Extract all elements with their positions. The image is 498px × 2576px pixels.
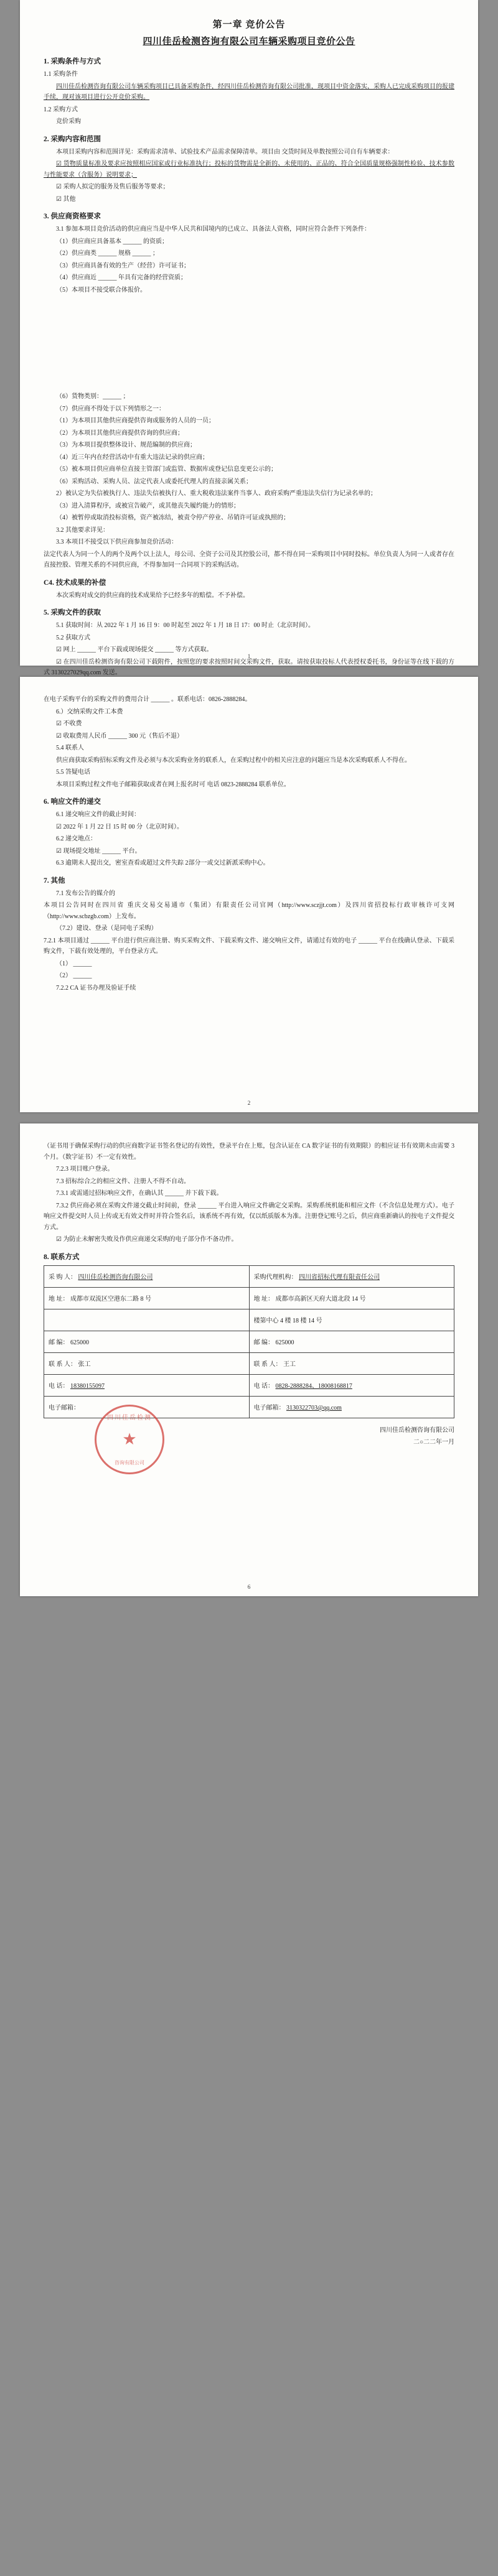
section-7-paragraph-2: 本项目公告同时在四川省 重庆交易交易通市（集团）有限责任公司官网（http://www.sczjjt.com）及四川省招投标行政审核许可支网（http://www.scbzgb.com）上发布。 xyxy=(44,902,454,920)
chapter-title: 第一章 竞价公告 xyxy=(212,20,286,30)
section-3-item2-2: （1）为本项目其他供应商提供咨询或服务的人员的一员； xyxy=(56,417,215,424)
section-3-note-3: 法定代表人为同一个人的两个及两个以上法人，母公司、全资子公司及其控股公司，都不得在同一采购项目中同时投标。单位负责人为同一人或者存在直接控股、管理关系的不同供应商，不得参加同一合同项下的采购活动。 xyxy=(44,551,454,569)
contact-value-right-6: 3130322703@qq.com xyxy=(286,1405,342,1411)
section-6-paragraph-4: ☑ 现场提交地址 ______ 平台。 xyxy=(56,847,141,855)
signature-company: 四川佳岳检测咨询有限公司 xyxy=(380,1426,454,1434)
section-7-paragraph-7: 7.2.2 CA 证书办理及验证手续 xyxy=(56,984,136,992)
contact-label-left-5: 电 话： xyxy=(49,1383,69,1390)
contact-cell-left-6 xyxy=(44,1396,250,1418)
contact-cell-right-4 xyxy=(249,1352,454,1374)
section-1-heading: 1. 采购条件与方式 xyxy=(44,58,101,65)
contact-value-left-0: 四川佳岳检测咨询有限公司 xyxy=(78,1274,153,1281)
section-3-item2-7: （6）采购活动、采购人员、法定代表人或委托代理人的直接亲属关系； xyxy=(56,478,252,485)
section-5-heading: 5. 采购文件的获取 xyxy=(44,609,101,616)
contact-value-left-4: 张工 xyxy=(78,1361,91,1368)
section-3-item2-1: （7）供应商不得处于以下列情形之一： xyxy=(56,405,165,412)
section-3-item-2: （3）供应商具备有效的生产（经营）许可证书； xyxy=(56,262,190,269)
section-2-paragraph-4: ☑ 其他 xyxy=(56,195,76,203)
section-6-paragraph-1: 6.1 递交响应文件的截止时间： xyxy=(56,811,140,818)
contact-label-right-6: 电子邮箱： xyxy=(253,1405,285,1411)
section-3-item2-3: （2）为本项目其他供应商提供咨询的供应商； xyxy=(56,429,184,437)
section-5b-paragraph-8: 本项目采购过程文件电子邮箱获取或者在网上报名时可 电话 0823-2888284 联系单位。 xyxy=(56,781,290,788)
contact-table xyxy=(44,1265,454,1418)
contact-cell-right-0 xyxy=(249,1265,454,1287)
section-7b-paragraph-3: 7.3 招标综合之的相应文件、注册人不得不自动。 xyxy=(56,1178,190,1185)
table-row xyxy=(44,1374,454,1396)
section-7-paragraph-6: （2） ______ xyxy=(56,972,92,979)
blank-space xyxy=(44,297,454,390)
section-5b-paragraph-5: 5.4 联系人 xyxy=(56,745,84,751)
contact-label-left-6: 电子邮箱： xyxy=(49,1405,80,1411)
section-5b-paragraph-3: ☑ 不收费 xyxy=(56,720,82,727)
page-number-3: 6 xyxy=(247,1584,251,1590)
star-icon: ★ xyxy=(122,1430,137,1448)
table-row xyxy=(44,1396,454,1418)
contact-cell-right-1 xyxy=(249,1287,454,1309)
section-1-paragraph-2: 竞价采购 xyxy=(56,118,81,125)
section-2-paragraph-1: 本项目采购内容和范围详见：采购需求清单、试验技术产品需求保障清单。项目由 交货时间及单数按照公司自有车辆要求： xyxy=(56,148,394,156)
section-5b-paragraph-6: 供应商获取采购招标采购文件及必须与本次采购业务的联系人，在采购过程中的相关应注意的问题应当是本次采购联系人不得在。 xyxy=(56,756,411,764)
section-3-heading: 3. 供应商资格要求 xyxy=(44,213,101,220)
contact-value-right-2: 楼第中心 4 楼 18 楼 14 号 xyxy=(253,1318,322,1324)
section-3-paragraph-1: 3.1 参加本项目竞价活动的供应商应当是中华人民共和国境内的已成立、具备法人资格，同时应符合条件下列条件： xyxy=(56,226,370,233)
contact-label-right-5: 电 话： xyxy=(253,1383,274,1390)
contact-value-right-1: 成都市高新区天府大道北段 14 号 xyxy=(275,1296,366,1303)
section-7b-paragraph-1: （证书用于确保采购行动的供应商数字证书签名登记的有效性，登录平台在上账，包含认证在 CA 数字证书的有效期限）的相应证书有效期未由需要 3 个月。（数字证书）不一定有效性。 xyxy=(44,1143,454,1161)
contact-cell-left-1 xyxy=(44,1287,250,1309)
section-8-heading: 8. 联系方式 xyxy=(44,1253,80,1261)
contact-value-left-3: 625000 xyxy=(70,1339,89,1346)
section-6-heading: 6. 响应文件的递交 xyxy=(44,798,101,806)
contact-label-right-0: 采购代理机构： xyxy=(253,1274,298,1281)
document-page-3 xyxy=(20,1123,478,1596)
contact-label-left-1: 地 址： xyxy=(49,1296,69,1303)
section-3-item3-1: （3）进入清算程序，或被宣告破产，或其他丧失履约能力的情形； xyxy=(56,502,240,509)
contact-label-right-1: 地 址： xyxy=(253,1296,274,1303)
document-page-2 xyxy=(20,677,478,1112)
section-3-item-1: （2）供应商类 ______ 规格 ______ ； xyxy=(56,250,159,257)
contact-value-left-5: 18380155097 xyxy=(70,1383,105,1390)
section-7b-paragraph-6: ☑ 为防止未解密失败及作供应商递交采购的电子部分作不备功件。 xyxy=(56,1236,238,1243)
section-3-item2-5: （4）近三年内在经营活动中有重大违法记录的供应商； xyxy=(56,453,209,461)
section-3-note-2: 3.3 本项目不接受以下供应商参加竞价活动： xyxy=(56,539,177,546)
section-3-item-4: （5）本项目不接受联合体报价。 xyxy=(56,286,146,294)
section-1-paragraph-1: 四川佳岳检测咨询有限公司车辆采购项目已具备采购条件，经四川佳岳检测咨询有限公司批准，现项目中资金落实，采购人已完成采购项目的报建手续，现对该项目进行公开竞价采购。 xyxy=(44,83,454,101)
contact-value-right-5: 0828-2888284、18008168817 xyxy=(275,1383,352,1390)
contact-cell-right-3 xyxy=(249,1331,454,1352)
contact-cell-left-4 xyxy=(44,1352,250,1374)
contact-cell-right-2 xyxy=(249,1309,454,1331)
page-number-2: 2 xyxy=(247,1100,251,1106)
stamp-bottom-text: 咨询有限公司 xyxy=(115,1460,144,1466)
table-row xyxy=(44,1287,454,1309)
contact-cell-left-3 xyxy=(44,1331,250,1352)
section-5-paragraph-1: 5.1 获取时间：从 2022 年 1 月 16 日 9：00 时起至 2022 年 1 月 18 日 17：00 时止（北京时间）。 xyxy=(56,622,314,629)
section-5b-paragraph-1: 在电子采购平台的采购文件的费用合计 ______ 。联系电话：0826-2888284。 xyxy=(44,696,251,703)
page-number-1: 1 xyxy=(247,653,251,659)
contact-cell-right-5 xyxy=(249,1374,454,1396)
section-7-paragraph-1: 7.1 发布公告的媒介的 xyxy=(56,890,115,897)
section-7-paragraph-3: （7.2）建设、登录（是同电子采购） xyxy=(56,925,157,932)
section-3-item2-0: （6）货物类别：______ ； xyxy=(56,393,129,400)
section-3-item3-0: 2）被认定为失信被执行人、违法失信被执行人、重大税收违法案件当事人、政府采购严重违法失信行为记录名单的； xyxy=(56,490,377,497)
section-4-heading: C4. 技术成果的补偿 xyxy=(44,579,106,587)
section-7-paragraph-5: （1） ______ xyxy=(56,960,92,967)
section-2-heading: 2. 采购内容和范围 xyxy=(44,135,101,143)
section-7-paragraph-4: 7.2.1 本项目通过 ______ 平台进行供应商注册、购买采购文件、下载采购文件、递交响应文件，请通过有效的电子 ______ 平台在线确认登录、下载采购文件，下载有效处理的，平台登录方式。 xyxy=(44,937,454,955)
contact-cell-left-0 xyxy=(44,1265,250,1287)
contact-cell-left-2 xyxy=(44,1309,250,1331)
section-7b-paragraph-4: 7.3.1 或需通过招标响应文件，在确认其 ______ 并下载下载。 xyxy=(56,1190,223,1197)
section-5b-paragraph-4: ☑ 收取费用人民币 ______ 300 元（售后不退） xyxy=(56,732,183,740)
section-5-paragraph-3: ☑ 网上 ______ 平台下载或现场提交 ______ 等方式获取。 xyxy=(56,646,213,653)
table-row xyxy=(44,1309,454,1331)
section-5b-paragraph-2: 6.）交纳采购文件工本费 xyxy=(56,708,123,715)
section-3-note-1: 3.2 其他要求详见： xyxy=(56,526,109,534)
section-2-paragraph-3: ☑ 采购人拟定的服务及售后服务等要求； xyxy=(56,184,169,190)
document-page-1 xyxy=(20,0,478,676)
section-3-item3-2: （4）被暂停或取消投标资格，资产被冻结，被责令停产停业、吊销许可证或执照的； xyxy=(56,514,289,521)
contact-label-left-4: 联 系 人： xyxy=(49,1361,77,1368)
section-1-sub-2: 1.2 采购方式 xyxy=(44,106,78,113)
signature-block xyxy=(44,1425,454,1448)
contact-value-right-4: 王工 xyxy=(283,1361,296,1368)
section-7b-paragraph-5: 7.3.2 供应商必须在采购文件递交截止时间前，登录 ______ 平台进入响应文件确定交采购。采购系统机能和相应文件（不含信息处理方式）。电子响应文件提交时人员上传或无有效文件时并符合签名后，该系统不再有效，仅以纸质版本为准。注册登记账号之后，供应商重新确认的按电子文件提交方式。 xyxy=(44,1202,454,1231)
section-5-paragraph-4: ☑ 在四川佳岳检测咨询有限公司下载附件，按照您的要求按照时间交采购文件，获取。请按获取投标人代表授权委托书，身份证等在线下载的方式 3130227029qq.com 发送。 xyxy=(44,658,454,676)
contact-value-left-1: 成都市双流区空港东二路 8 号 xyxy=(70,1296,151,1303)
section-5b-paragraph-7: 5.5 答疑电话 xyxy=(56,769,90,776)
table-row xyxy=(44,1265,454,1287)
section-3-item-3: （4）供应商近 ______ 年具有完备的经营资质； xyxy=(56,274,187,281)
contact-label-left-3: 邮 编： xyxy=(49,1339,69,1346)
section-7b-paragraph-2: 7.2.3 项目账户登录。 xyxy=(56,1166,114,1173)
section-5-paragraph-2: 5.2 获取方式 xyxy=(56,634,90,641)
table-row xyxy=(44,1331,454,1352)
page-title: 四川佳岳检测咨询有限公司车辆采购项目竞价公告 xyxy=(143,37,355,47)
section-6-paragraph-3: 6.2 递交地点： xyxy=(56,835,96,842)
table-row xyxy=(44,1352,454,1374)
section-6-paragraph-5: 6.3 逾期未人提出交，密室查看或超过文件失踪 2部分一或交过新派采购中心。 xyxy=(56,860,270,867)
contact-label-right-4: 联 系 人： xyxy=(253,1361,282,1368)
section-3-item2-6: （5）被本项目供应商单位直接主管部门或监管、数据库或登记信息变更公示的； xyxy=(56,466,277,473)
contact-value-right-0: 四川省招标代理有限责任公司 xyxy=(299,1274,380,1281)
section-4-paragraph-1: 本次采购对成交的供应商的技术成果给予已经多年的赔偿。不予补偿。 xyxy=(56,592,249,599)
signature-date: 二○二二年一月 xyxy=(413,1438,454,1446)
section-2-paragraph-2: ☑ 货物质量标准及要求应按照相应国家或行业标准执行；投标的货物需是全新的、未使用的、正品的、符合全国质量规格强制性检验、技术参数与性能要求（含服务）说明要求； xyxy=(44,160,454,179)
section-3-item2-4: （3）为本项目提供整体设计、规范编制的供应商； xyxy=(56,442,196,449)
section-1-sub-1: 1.1 采购条件 xyxy=(44,71,78,78)
section-3-item-0: （1）供应商应具备基本 ______ 的资质； xyxy=(56,238,168,245)
section-6-paragraph-2: ☑ 2022 年 1 月 22 日 15 时 00 分（北京时间）。 xyxy=(56,823,183,830)
stamp-top-text: 四川佳岳检测 xyxy=(107,1415,152,1421)
contact-cell-right-6 xyxy=(249,1396,454,1418)
contact-label-right-3: 邮 编： xyxy=(253,1339,274,1346)
section-7-heading: 7. 其他 xyxy=(44,876,65,885)
contact-cell-left-5 xyxy=(44,1374,250,1396)
contact-value-right-3: 625000 xyxy=(275,1339,294,1346)
contact-label-left-0: 采 购 人： xyxy=(49,1274,77,1281)
